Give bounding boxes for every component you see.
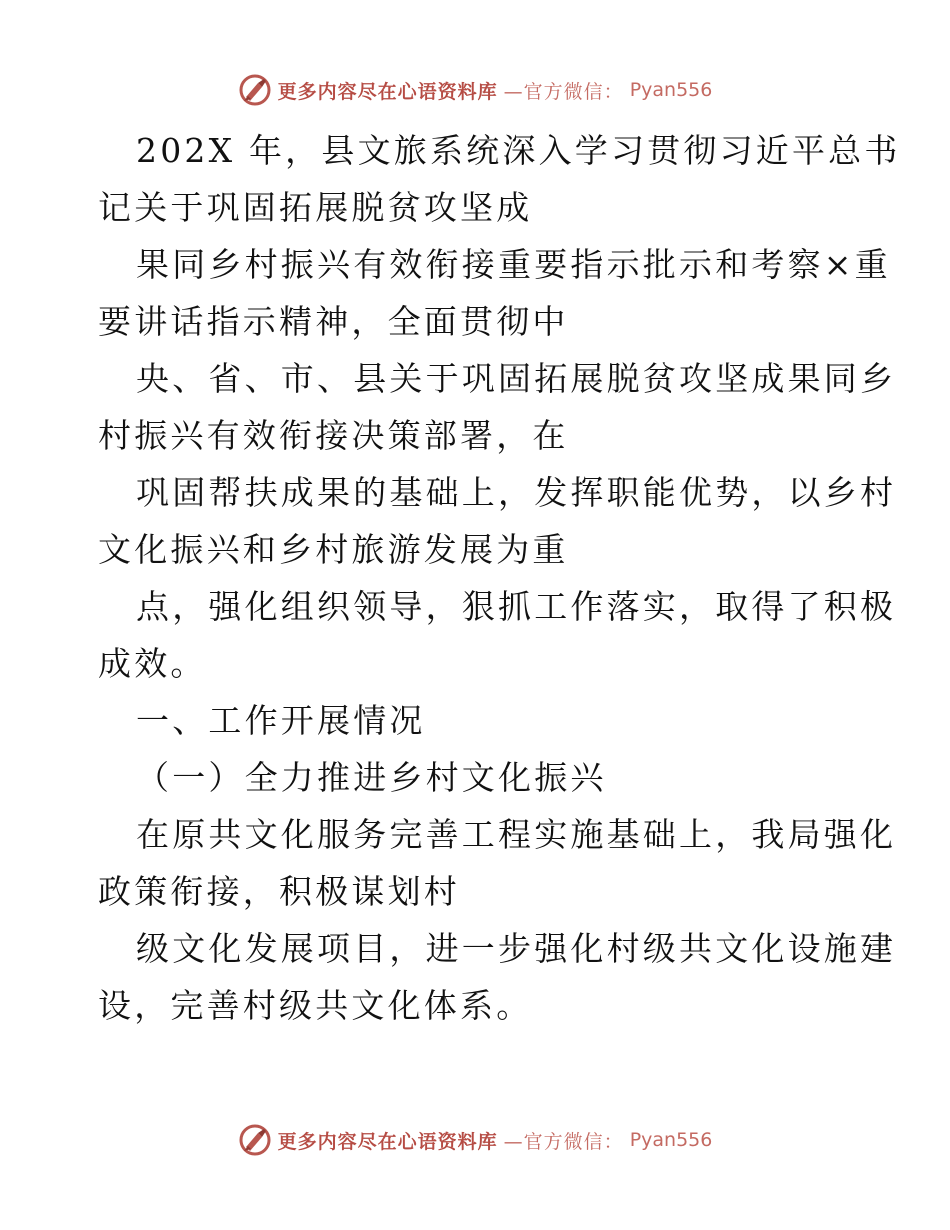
paragraph-line: 村振兴有效衔接决策部署，在 (98, 416, 569, 455)
paragraph-intro-4 (98, 464, 897, 578)
document-body (98, 122, 901, 1034)
paragraph-line: 成效。 (98, 644, 207, 683)
paragraph-line: 点，强化组织领导，狠抓工作落实，取得了积极 (136, 587, 897, 626)
paragraph-line: 在原共文化服务完善工程实施基础上，我局强化 (136, 815, 897, 854)
paragraph-line: 央、省、市、县关于巩固拓展脱贫攻坚成果同乡 (136, 359, 897, 398)
paragraph-line: 政策衔接，积极谋划村 (98, 872, 460, 911)
paragraph-line: 要讲话指示精神，全面贯彻中 (98, 302, 569, 341)
paragraph-line: 202X 年，县文旅系统深入学习贯彻习近平总书 (136, 131, 901, 170)
paragraph-line: 巩固帮扶成果的基础上，发挥职能优势，以乡村 (136, 473, 897, 512)
subsection-heading: （一）全力推进乡村文化振兴 (136, 758, 607, 797)
paragraph-intro-5 (98, 578, 897, 692)
paragraph-body-2 (98, 920, 897, 1034)
watermark-title: 更多内容尽在心语资料库 (277, 80, 498, 103)
watermark-wechat-id: Pyan556 (629, 1129, 713, 1151)
paragraph-line: 记关于巩固拓展脱贫攻坚成 (98, 188, 533, 227)
section-heading: 一、工作开展情况 (136, 701, 426, 740)
paragraph-line: 果同乡村振兴有效衔接重要指示批示和考察×重 (136, 245, 891, 284)
paragraph-line: 文化振兴和乡村旅游发展为重 (98, 530, 569, 569)
pen-logo-icon (238, 73, 272, 107)
watermark-title: 更多内容尽在心语资料库 (277, 1130, 498, 1153)
paragraph-body-1 (98, 806, 897, 920)
watermark-wechat-id: Pyan556 (629, 79, 713, 101)
paragraph-intro-3 (98, 350, 897, 464)
watermark-footer (0, 1120, 950, 1160)
paragraph-line: 设，完善村级共文化体系。 (98, 986, 533, 1025)
pen-logo-icon (238, 1123, 272, 1157)
watermark-label: —官方微信： (503, 80, 624, 103)
watermark-label: —官方微信： (503, 1130, 624, 1153)
paragraph-line: 级文化发展项目，进一步强化村级共文化设施建 (136, 929, 897, 968)
paragraph-intro-1 (98, 122, 901, 236)
paragraph-intro-2 (98, 236, 891, 350)
watermark-header (0, 70, 950, 110)
